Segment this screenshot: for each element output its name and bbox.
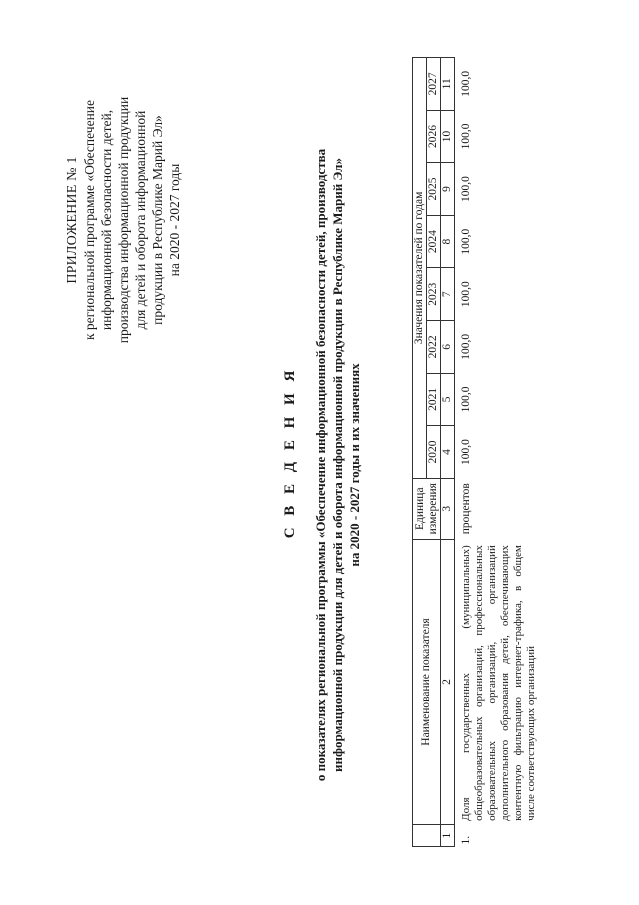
indicator-unit: процентов [460,483,472,535]
column-number: 6 [441,321,455,374]
indicator-value: 100,0 [460,70,472,97]
appendix-line: на 2020 - 2027 годы [167,163,182,277]
appendix-line: для детей и оборота информационной [133,110,148,330]
indicator-value: 100,0 [460,386,472,413]
appendix-header [64,50,183,390]
column-number: 2 [441,539,455,825]
document-subtitle [312,85,363,845]
indicator-value: 100,0 [460,439,472,465]
indicator-value: 100,0 [460,123,472,150]
column-number: 9 [441,163,455,216]
column-number: 5 [441,373,455,426]
header-indicator-name: Наименование показателя [413,539,441,825]
subtitle-line: информационной продукции для детей и оборота информационной продукции в Республике Марий Эл» [330,158,345,772]
column-number: 11 [441,58,455,111]
indicator-value: 100,0 [460,228,472,255]
row-index: 1. [460,835,472,845]
column-number: 7 [441,268,455,321]
indicator-value: 100,0 [460,333,472,360]
header-year: 2020 [427,426,441,479]
header-year: 2024 [427,215,441,268]
indicator-value: 100,0 [460,176,472,202]
header-year: 2027 [427,58,441,111]
header-year: 2025 [427,163,441,216]
subtitle-line: о показателях региональной программы «Обеспечение информационной безопасности детей, производства [313,148,328,782]
document-heading: С В Е Д Е Н И Я [282,366,298,539]
column-number: 4 [441,426,455,479]
column-number: 10 [441,110,455,163]
appendix-title: ПРИЛОЖЕНИЕ № 1 [65,156,80,284]
appendix-line: информационной безопасности детей, [99,109,114,331]
header-values-by-year: Значения показателей по годам [413,58,427,479]
header-year: 2022 [427,321,441,374]
table-row [455,58,539,847]
header-year: 2021 [427,373,441,426]
column-number: 1 [441,825,455,847]
indicator-value: 100,0 [460,281,472,308]
header-year: 2023 [427,268,441,321]
column-number: 3 [441,478,455,539]
column-number: 8 [441,215,455,268]
indicators-table [412,57,538,847]
header-year: 2026 [427,110,441,163]
header-unit: Единица измерения [413,478,441,539]
indicator-name: Доля государственных (муниципальных) общеобразовательных организаций, профессиональных образовательных организаций, организаций дополнительного образования детей, обеспечивающих контентную фильтрацию интернет-трафика, в общем числе соответствующих организаций [460,545,537,821]
appendix-line: производства информационной продукции [116,96,131,344]
column-number-row [441,58,455,847]
appendix-line: к региональной программе «Обеспечение [82,99,97,341]
header-blank [413,825,441,847]
subtitle-line: на 2020 - 2027 годы и их значениях [347,363,362,567]
appendix-line: продукции в Республике Марий Эл» [150,115,165,325]
